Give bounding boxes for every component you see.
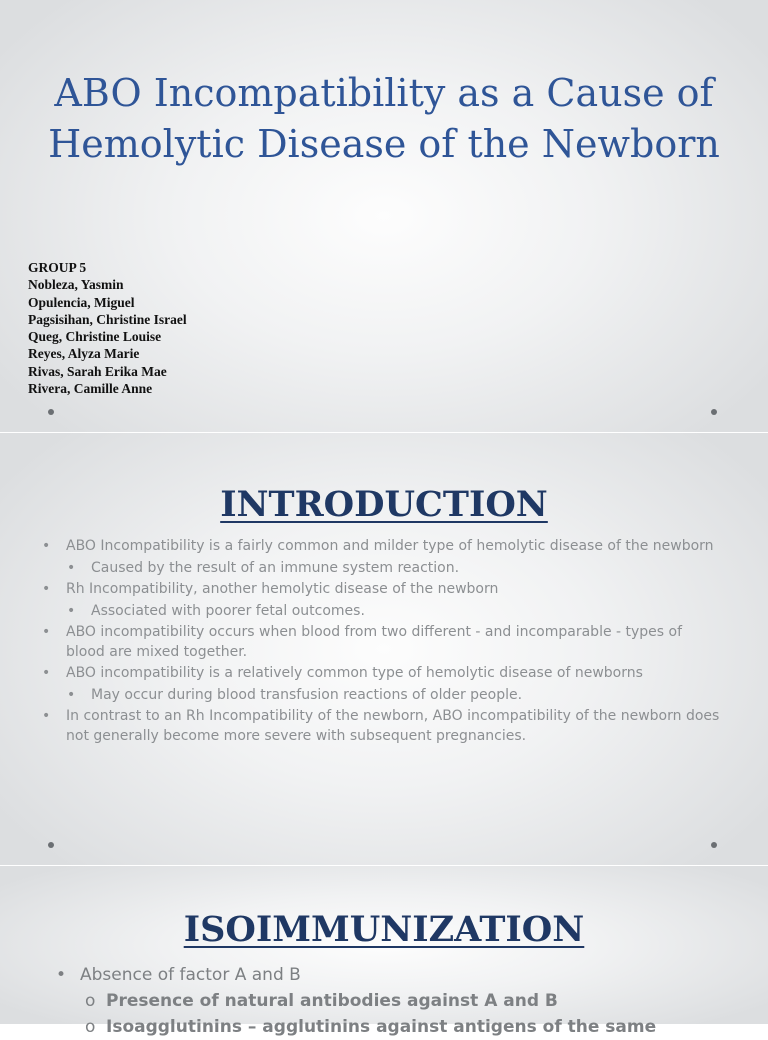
- bullet-item: • ABO Incompatibility is a fairly common and milder type of hemolytic disease of the newborn: [42, 537, 722, 557]
- introduction-heading: INTRODUCTION: [220, 484, 548, 525]
- bullet-item: • In contrast to an Rh Incompatibility of the newborn, ABO incompatibility of the newborn does not generally become more severe with subsequent pregnancies.: [42, 707, 722, 746]
- bullet-item: • ABO incompatibility occurs when blood from two different - and incomparable - types of blood are mixed together.: [42, 623, 722, 662]
- member-name: Queg, Christine Louise: [28, 329, 162, 345]
- sub-bullet-item: • Caused by the result of an immune system reaction.: [67, 559, 722, 579]
- member-name: Opulencia, Miguel: [28, 294, 135, 310]
- introduction-bullet-list: [42, 537, 722, 748]
- slide-title: [0, 0, 768, 432]
- member-name: Rivas, Sarah Erika Mae: [28, 363, 167, 379]
- slide-corner-dot: [48, 842, 54, 848]
- isoimmunization-heading: ISOIMMUNIZATION: [183, 909, 585, 950]
- isoimmunization-bullet-list: [56, 962, 756, 1040]
- sub-bullet-item: • Associated with poorer fetal outcomes.: [67, 602, 722, 622]
- member-name: Pagsisihan, Christine Israel: [28, 311, 187, 327]
- sub-bullet-item: o Isoagglutinins – agglutinins against antigens of the same: [85, 1014, 756, 1040]
- member-name: Nobleza, Yasmin: [28, 277, 124, 293]
- presentation-title: ABO Incompatibility as a Cause of Hemolytic Disease of the Newborn: [48, 71, 720, 166]
- bullet-item: • ABO incompatibility is a relatively common type of hemolytic disease of newborns: [42, 664, 722, 684]
- slide-isoimmunization: [0, 866, 768, 1037]
- sub-bullet-item: o Presence of natural antibodies against A and B: [85, 988, 756, 1014]
- sub-bullet-item: • May occur during blood transfusion reactions of older people.: [67, 686, 722, 706]
- slide-corner-dot: [711, 842, 717, 848]
- member-name: Rivera, Camille Anne: [28, 381, 153, 397]
- slide-corner-dot: [711, 409, 717, 415]
- group-member-list: [28, 259, 187, 397]
- slide-corner-dot: [48, 409, 54, 415]
- bullet-item: • Absence of factor A and B: [56, 962, 756, 988]
- member-name: Reyes, Alyza Marie: [28, 346, 140, 362]
- group-label: GROUP 5: [28, 260, 87, 275]
- slide-introduction: [0, 433, 768, 865]
- bullet-item: • Rh Incompatibility, another hemolytic disease of the newborn: [42, 580, 722, 600]
